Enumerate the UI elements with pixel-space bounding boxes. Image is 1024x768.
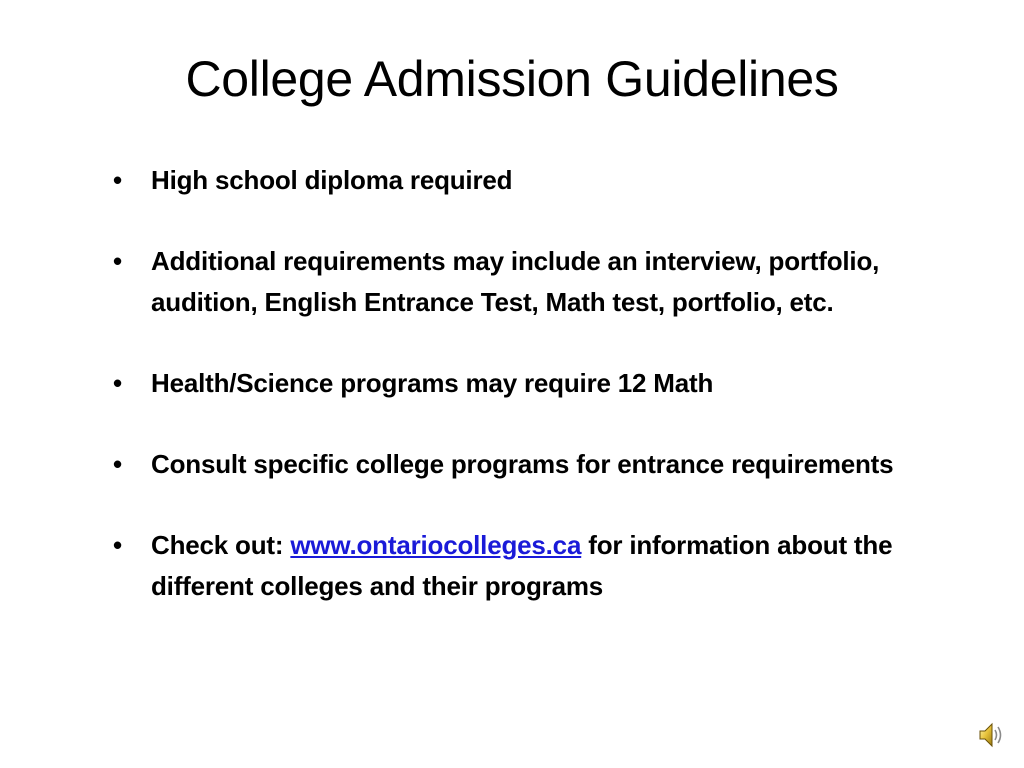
- bullet-text: Consult specific college programs for entrance requirements: [151, 449, 894, 479]
- bullet-text: Additional requirements may include an interview, portfolio, audition, English Entrance Test, Math test, portfolio, etc.: [151, 246, 880, 317]
- bullet-marker: •: [113, 246, 122, 276]
- bullet-item: [113, 444, 913, 485]
- speaker-icon[interactable]: [978, 720, 1004, 750]
- bullet-marker: •: [113, 449, 122, 479]
- bullet-marker: •: [113, 368, 122, 398]
- speaker-icon-graphic: [978, 720, 1004, 750]
- bullet-marker: •: [113, 165, 122, 195]
- slide-title: College Admission Guidelines: [185, 51, 839, 107]
- bullet-text-suffix: for information about the different colleges and their programs: [151, 530, 893, 601]
- bullet-item: [113, 160, 913, 201]
- ontariocolleges-link[interactable]: www.ontariocolleges.ca: [290, 530, 582, 560]
- bullet-item: [113, 525, 913, 607]
- bullet-marker: •: [113, 530, 122, 560]
- bullet-text: Health/Science programs may require 12 Math: [151, 368, 714, 398]
- bullet-item: [113, 241, 913, 323]
- bullet-text-prefix: Check out:: [151, 530, 291, 560]
- bullet-list: [113, 160, 913, 647]
- bullet-text: High school diploma required: [151, 165, 513, 195]
- bullet-item: [113, 363, 913, 404]
